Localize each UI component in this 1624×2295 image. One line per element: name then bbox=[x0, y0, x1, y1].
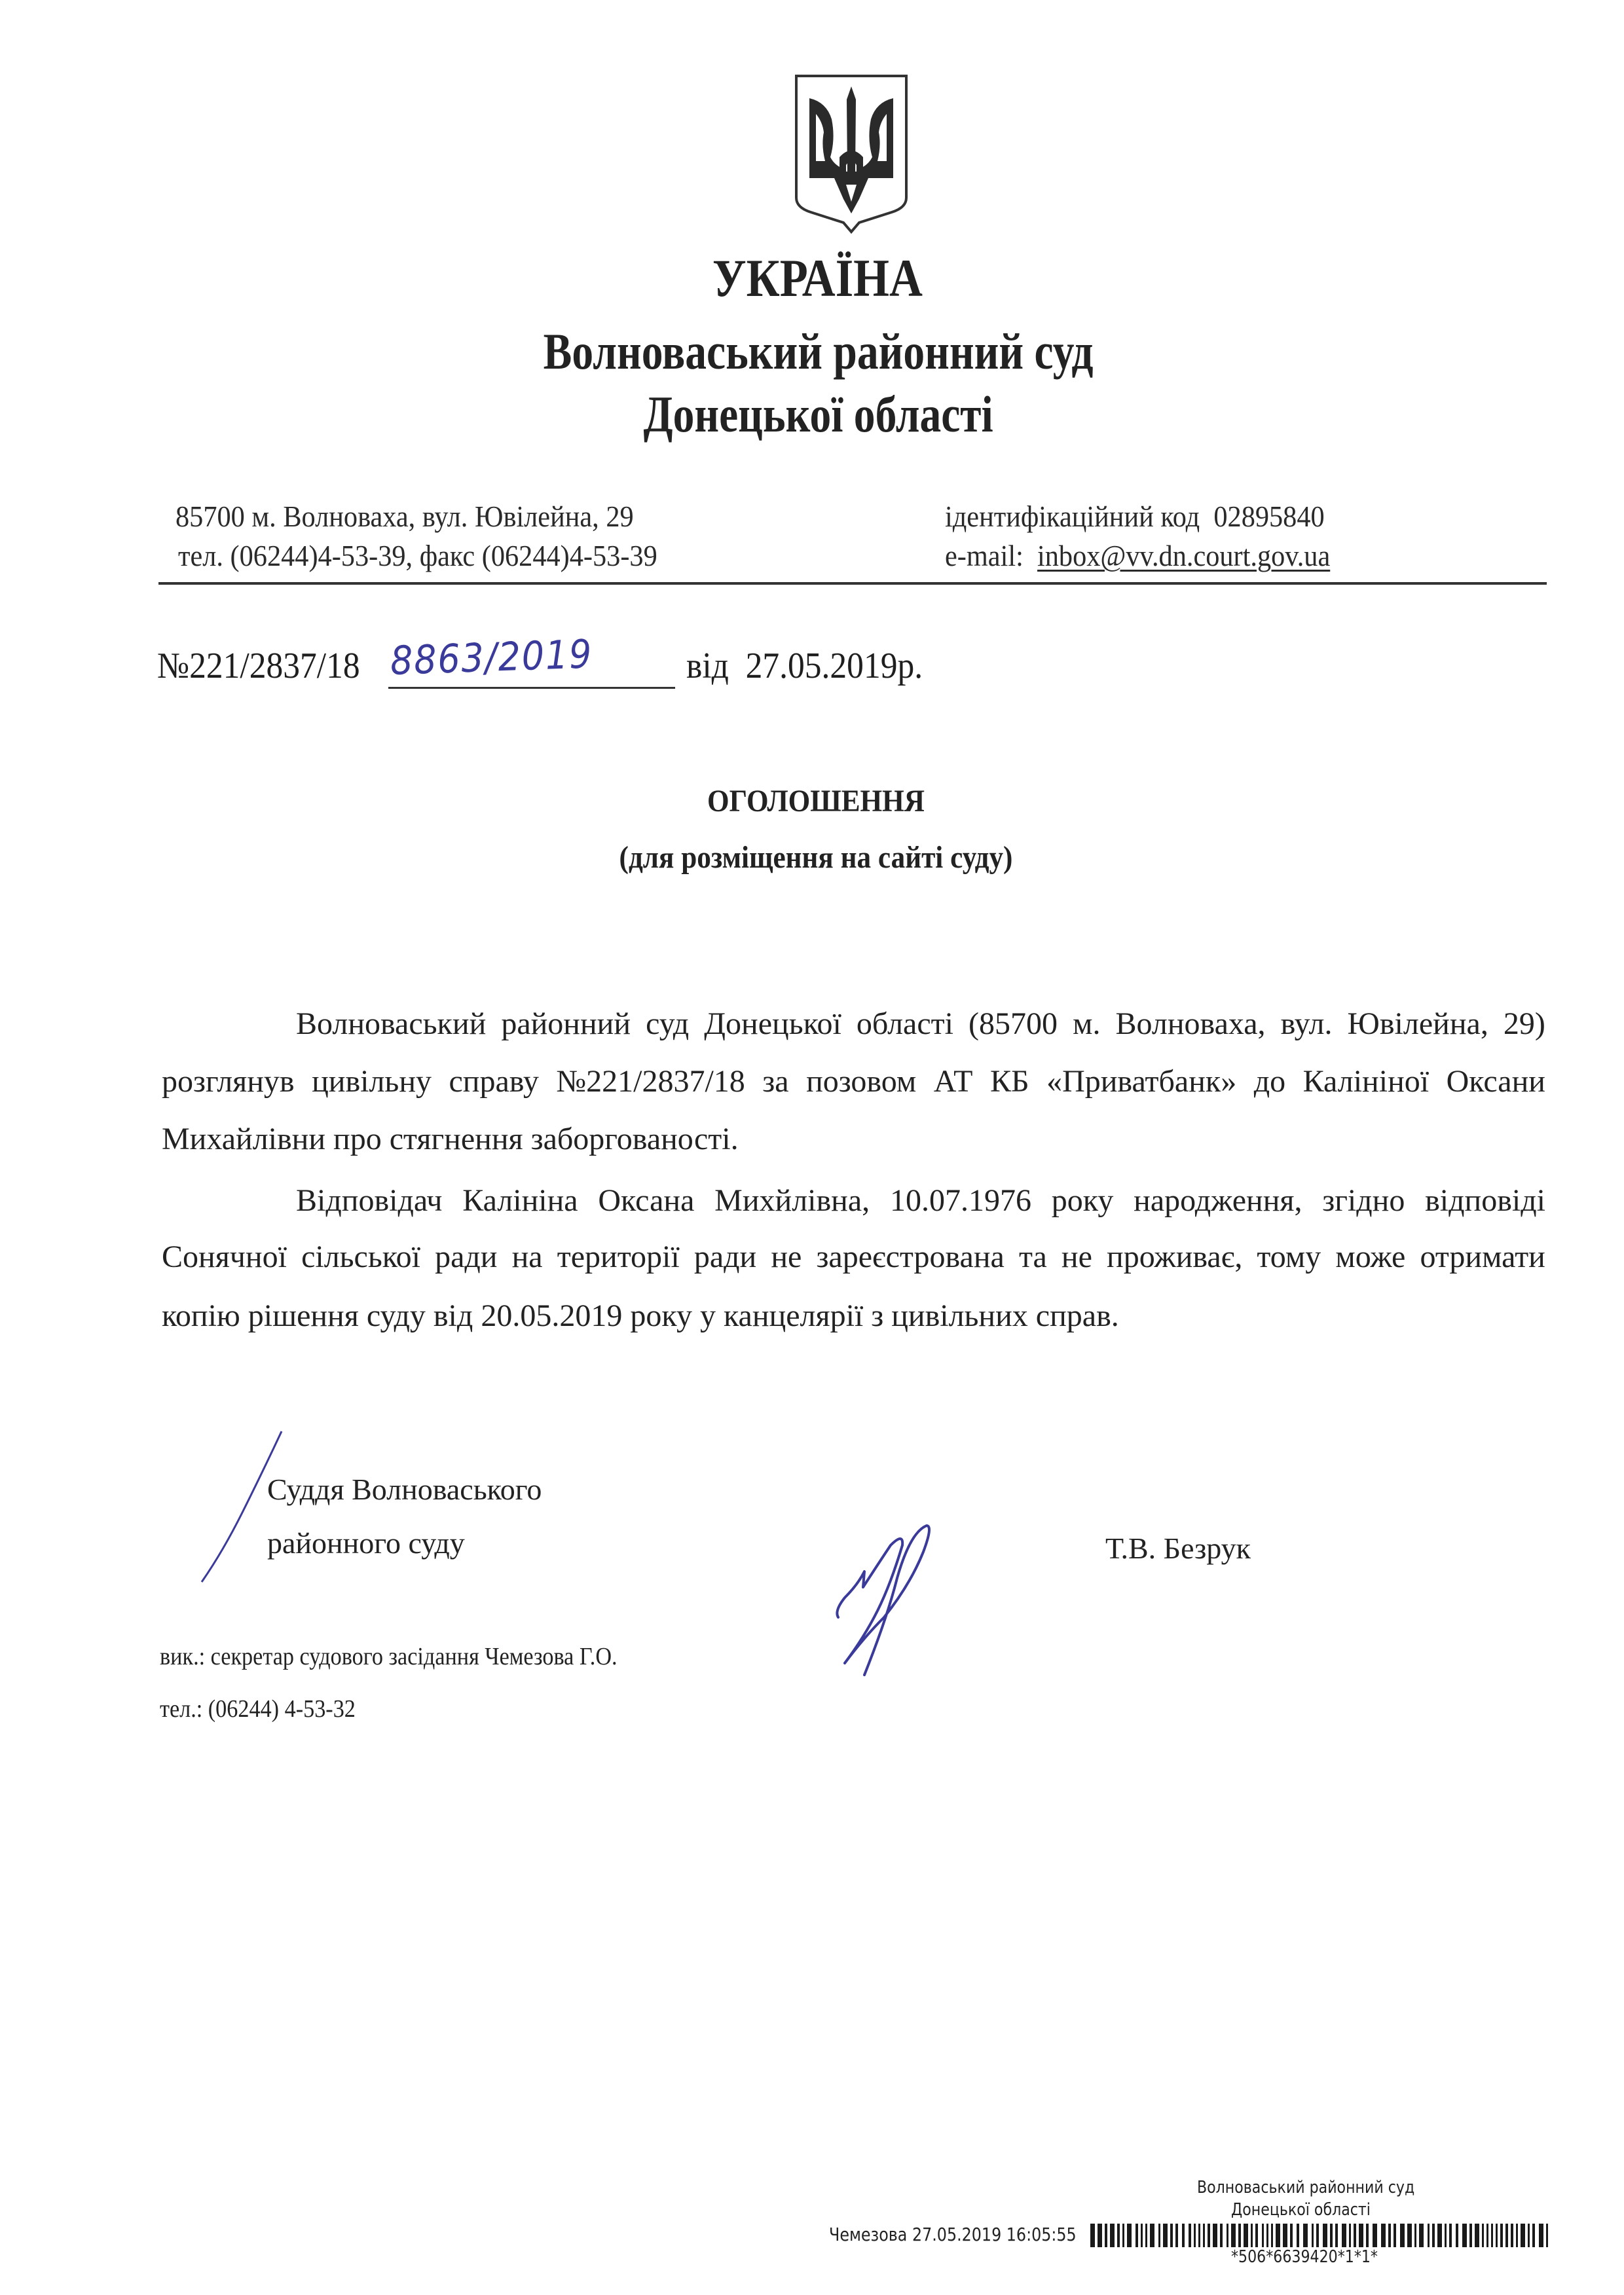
barcode-bar bbox=[1170, 2224, 1173, 2247]
barcode-bar bbox=[1208, 2224, 1210, 2247]
barcode-bar bbox=[1231, 2224, 1236, 2247]
word: зареєстрована bbox=[816, 1239, 1005, 1274]
barcode-bar bbox=[1521, 2224, 1525, 2247]
barcode-bar bbox=[1323, 2224, 1327, 2247]
barcode-bar bbox=[1117, 2224, 1120, 2247]
coat-of-arms-icon bbox=[794, 73, 909, 234]
barcode-bar bbox=[1158, 2224, 1160, 2247]
barcode-bar bbox=[1175, 2224, 1178, 2247]
court-email bbox=[945, 538, 1330, 573]
document-date bbox=[686, 645, 923, 687]
word: не bbox=[771, 1239, 802, 1274]
barcode-bar bbox=[1227, 2224, 1228, 2247]
case-number: №221/2837/18 bbox=[157, 646, 360, 686]
court-name-line2: Донецької області bbox=[643, 386, 993, 443]
barcode-bar bbox=[1163, 2224, 1168, 2247]
barcode-bar bbox=[1244, 2224, 1248, 2247]
barcode-bar bbox=[1098, 2224, 1102, 2247]
judge-title-line2: районного суду bbox=[267, 1526, 465, 1560]
word: цивільну bbox=[312, 1064, 432, 1099]
barcode-bar bbox=[1255, 2224, 1258, 2247]
barcode-bar bbox=[1090, 2224, 1095, 2247]
word: отримати bbox=[1420, 1239, 1545, 1274]
barcode-bar bbox=[1342, 2224, 1346, 2247]
word: Сонячної bbox=[162, 1239, 287, 1274]
executor-line: вик.: секретар судового засідання Чемезова Г.О. bbox=[160, 1643, 618, 1670]
barcode-bar bbox=[1290, 2224, 1293, 2247]
barcode-bar bbox=[1150, 2224, 1154, 2247]
barcode-bar bbox=[1491, 2224, 1493, 2247]
barcode-bar bbox=[1349, 2224, 1351, 2247]
barcode-bar bbox=[1276, 2224, 1280, 2247]
barcode-bar bbox=[1135, 2224, 1138, 2247]
word: районний bbox=[501, 1006, 631, 1041]
word: Волноваха, bbox=[1115, 1006, 1266, 1041]
document-title: ОГОЛОШЕННЯ bbox=[707, 784, 925, 818]
word: позовом bbox=[806, 1064, 917, 1099]
word: сільської bbox=[301, 1239, 420, 1274]
word: Михйлівна, bbox=[714, 1183, 870, 1218]
barcode-bar bbox=[1528, 2224, 1530, 2247]
barcode-bar bbox=[1437, 2224, 1442, 2247]
word: ради bbox=[435, 1239, 498, 1274]
paragraph1-line1 bbox=[296, 1006, 1545, 1042]
barcode-bar bbox=[1271, 2224, 1273, 2247]
barcode-bar bbox=[1486, 2224, 1488, 2247]
barcode-bar bbox=[1122, 2224, 1124, 2247]
word: Калініної bbox=[1302, 1064, 1430, 1099]
barcode-bar bbox=[1283, 2224, 1287, 2247]
barcode-bar bbox=[1182, 2224, 1185, 2247]
barcode-bar bbox=[1516, 2224, 1518, 2247]
barcode-bar bbox=[1407, 2224, 1412, 2247]
word: не bbox=[1061, 1239, 1092, 1274]
word: м. bbox=[1073, 1006, 1101, 1041]
word: території bbox=[557, 1239, 680, 1274]
barcode-bar bbox=[1297, 2224, 1299, 2247]
email-label: e-mail: bbox=[945, 539, 1024, 572]
date-from-label: від bbox=[686, 646, 729, 686]
barcode-bar bbox=[1203, 2224, 1205, 2247]
barcode-bar bbox=[1189, 2224, 1191, 2247]
barcode-bar bbox=[1419, 2224, 1424, 2247]
barcode-bar bbox=[1312, 2224, 1314, 2247]
id-code-value: 02895840 bbox=[1213, 500, 1325, 533]
court-id-code bbox=[945, 499, 1325, 534]
barcode-bar bbox=[1532, 2224, 1535, 2247]
word: Калініна bbox=[462, 1183, 578, 1218]
barcode-bar bbox=[1462, 2224, 1467, 2247]
judge-name: Т.В. Безрук bbox=[1105, 1532, 1251, 1565]
barcode-bar bbox=[1539, 2224, 1543, 2247]
barcode-bar bbox=[1316, 2224, 1319, 2247]
word: Оксана bbox=[598, 1183, 695, 1218]
barcode-bar bbox=[1105, 2224, 1107, 2247]
handwritten-registration-number: 8863/2019 bbox=[389, 631, 594, 684]
word: №221/2837/18 bbox=[556, 1064, 745, 1099]
barcode-bar bbox=[1220, 2224, 1223, 2247]
barcode-bar bbox=[1432, 2224, 1435, 2247]
word: КБ bbox=[990, 1064, 1029, 1099]
word: року bbox=[1051, 1183, 1114, 1218]
handwritten-signature-icon bbox=[825, 1506, 950, 1676]
barcode-icon bbox=[1090, 2224, 1549, 2247]
barcode-bar bbox=[1110, 2224, 1115, 2247]
barcode-bar bbox=[1366, 2224, 1369, 2247]
barcode-bar bbox=[1127, 2224, 1132, 2247]
paragraph2-line1 bbox=[296, 1183, 1545, 1219]
barcode-bar bbox=[1238, 2224, 1241, 2247]
barcode-bar bbox=[1388, 2224, 1391, 2247]
barcode-bar bbox=[1475, 2224, 1479, 2247]
barcode-bar bbox=[1449, 2224, 1452, 2247]
stamp-court-line1: Волноваський районний суд bbox=[1197, 2178, 1415, 2197]
barcode-bar bbox=[1414, 2224, 1416, 2247]
barcode-bar bbox=[1482, 2224, 1484, 2247]
word: суд bbox=[646, 1006, 690, 1041]
word: 10.07.1976 bbox=[889, 1183, 1031, 1218]
word: може bbox=[1335, 1239, 1406, 1274]
email-link[interactable]: inbox@vv.dn.court.gov.ua bbox=[1037, 539, 1331, 572]
registration-underline bbox=[388, 687, 675, 689]
word: на bbox=[511, 1239, 543, 1274]
paragraph1-line3: Михайлівни про стягнення заборгованості. bbox=[162, 1122, 739, 1156]
word: АТ bbox=[933, 1064, 973, 1099]
barcode-bar bbox=[1400, 2224, 1405, 2247]
word: за bbox=[762, 1064, 789, 1099]
word: Донецької bbox=[704, 1006, 841, 1041]
word: згідно bbox=[1322, 1183, 1405, 1218]
barcode-text: *506*6639420*1*1* bbox=[1231, 2247, 1378, 2267]
barcode-bar bbox=[1141, 2224, 1143, 2247]
word: Відповідач bbox=[296, 1183, 443, 1218]
barcode-bar bbox=[1381, 2224, 1386, 2247]
barcode-bar bbox=[1546, 2224, 1548, 2247]
barcode-bar bbox=[1194, 2224, 1196, 2247]
word: «Приватбанк» bbox=[1046, 1064, 1237, 1099]
word: Ювілейна, bbox=[1347, 1006, 1488, 1041]
header-divider bbox=[158, 582, 1547, 585]
barcode-bar bbox=[1145, 2224, 1147, 2247]
word: розглянув bbox=[162, 1064, 295, 1099]
paragraph1-line2 bbox=[162, 1063, 1545, 1099]
stamp-court-line2: Донецької області bbox=[1231, 2200, 1371, 2220]
court-address: 85700 м. Волноваха, вул. Ювілейна, 29 bbox=[175, 500, 634, 533]
court-phone-fax: тел. (06244)4-53-39, факс (06244)4-53-39 bbox=[178, 539, 657, 572]
barcode-bar bbox=[1262, 2224, 1264, 2247]
word: народження, bbox=[1134, 1183, 1302, 1218]
barcode-bar bbox=[1359, 2224, 1363, 2247]
barcode-bar bbox=[1393, 2224, 1396, 2247]
barcode-bar bbox=[1213, 2224, 1217, 2247]
court-name-line1: Волноваський районний суд bbox=[543, 323, 1094, 380]
barcode-bar bbox=[1496, 2224, 1498, 2247]
paragraph2-line2 bbox=[162, 1239, 1545, 1275]
barcode-bar bbox=[1251, 2224, 1253, 2247]
barcode-bar bbox=[1505, 2224, 1508, 2247]
paragraph2-line3: копію рішення суду від 20.05.2019 року у канцелярії з цивільних справ. bbox=[162, 1298, 1119, 1333]
word: тому bbox=[1257, 1239, 1321, 1274]
barcode-bar bbox=[1198, 2224, 1200, 2247]
word: та bbox=[1018, 1239, 1047, 1274]
word: Волноваський bbox=[296, 1006, 487, 1041]
date-value: 27.05.2019р. bbox=[745, 646, 923, 686]
word: вул. bbox=[1280, 1006, 1333, 1041]
barcode-bar bbox=[1445, 2224, 1447, 2247]
barcode-bar bbox=[1266, 2224, 1268, 2247]
word: ради bbox=[693, 1239, 757, 1274]
word: 29) bbox=[1503, 1006, 1545, 1041]
country-heading: УКРАЇНА bbox=[712, 248, 923, 308]
barcode-bar bbox=[1500, 2224, 1503, 2247]
word: (85700 bbox=[969, 1006, 1058, 1041]
barcode-bar bbox=[1373, 2224, 1377, 2247]
barcode-bar bbox=[1456, 2224, 1458, 2247]
barcode-bar bbox=[1330, 2224, 1333, 2247]
barcode-bar bbox=[1335, 2224, 1338, 2247]
word: проживає, bbox=[1107, 1239, 1243, 1274]
word: Оксани bbox=[1446, 1064, 1545, 1099]
barcode-bar bbox=[1511, 2224, 1513, 2247]
id-code-label: ідентифікаційний код bbox=[945, 500, 1200, 533]
stamp-operator-timestamp: Чемезова 27.05.2019 16:05:55 bbox=[829, 2224, 1077, 2245]
word: справу bbox=[449, 1064, 539, 1099]
word: відповіді bbox=[1425, 1183, 1545, 1218]
barcode-bar bbox=[1303, 2224, 1308, 2247]
word: до bbox=[1253, 1064, 1286, 1099]
document-subtitle: (для розміщення на сайті суду) bbox=[619, 840, 1013, 875]
barcode-bar bbox=[1428, 2224, 1430, 2247]
barcode-bar bbox=[1354, 2224, 1356, 2247]
word: області bbox=[856, 1006, 953, 1041]
barcode-bar bbox=[1469, 2224, 1472, 2247]
executor-phone: тел.: (06244) 4-53-32 bbox=[160, 1695, 356, 1723]
judge-title-line1: Суддя Волноваського bbox=[267, 1473, 542, 1506]
